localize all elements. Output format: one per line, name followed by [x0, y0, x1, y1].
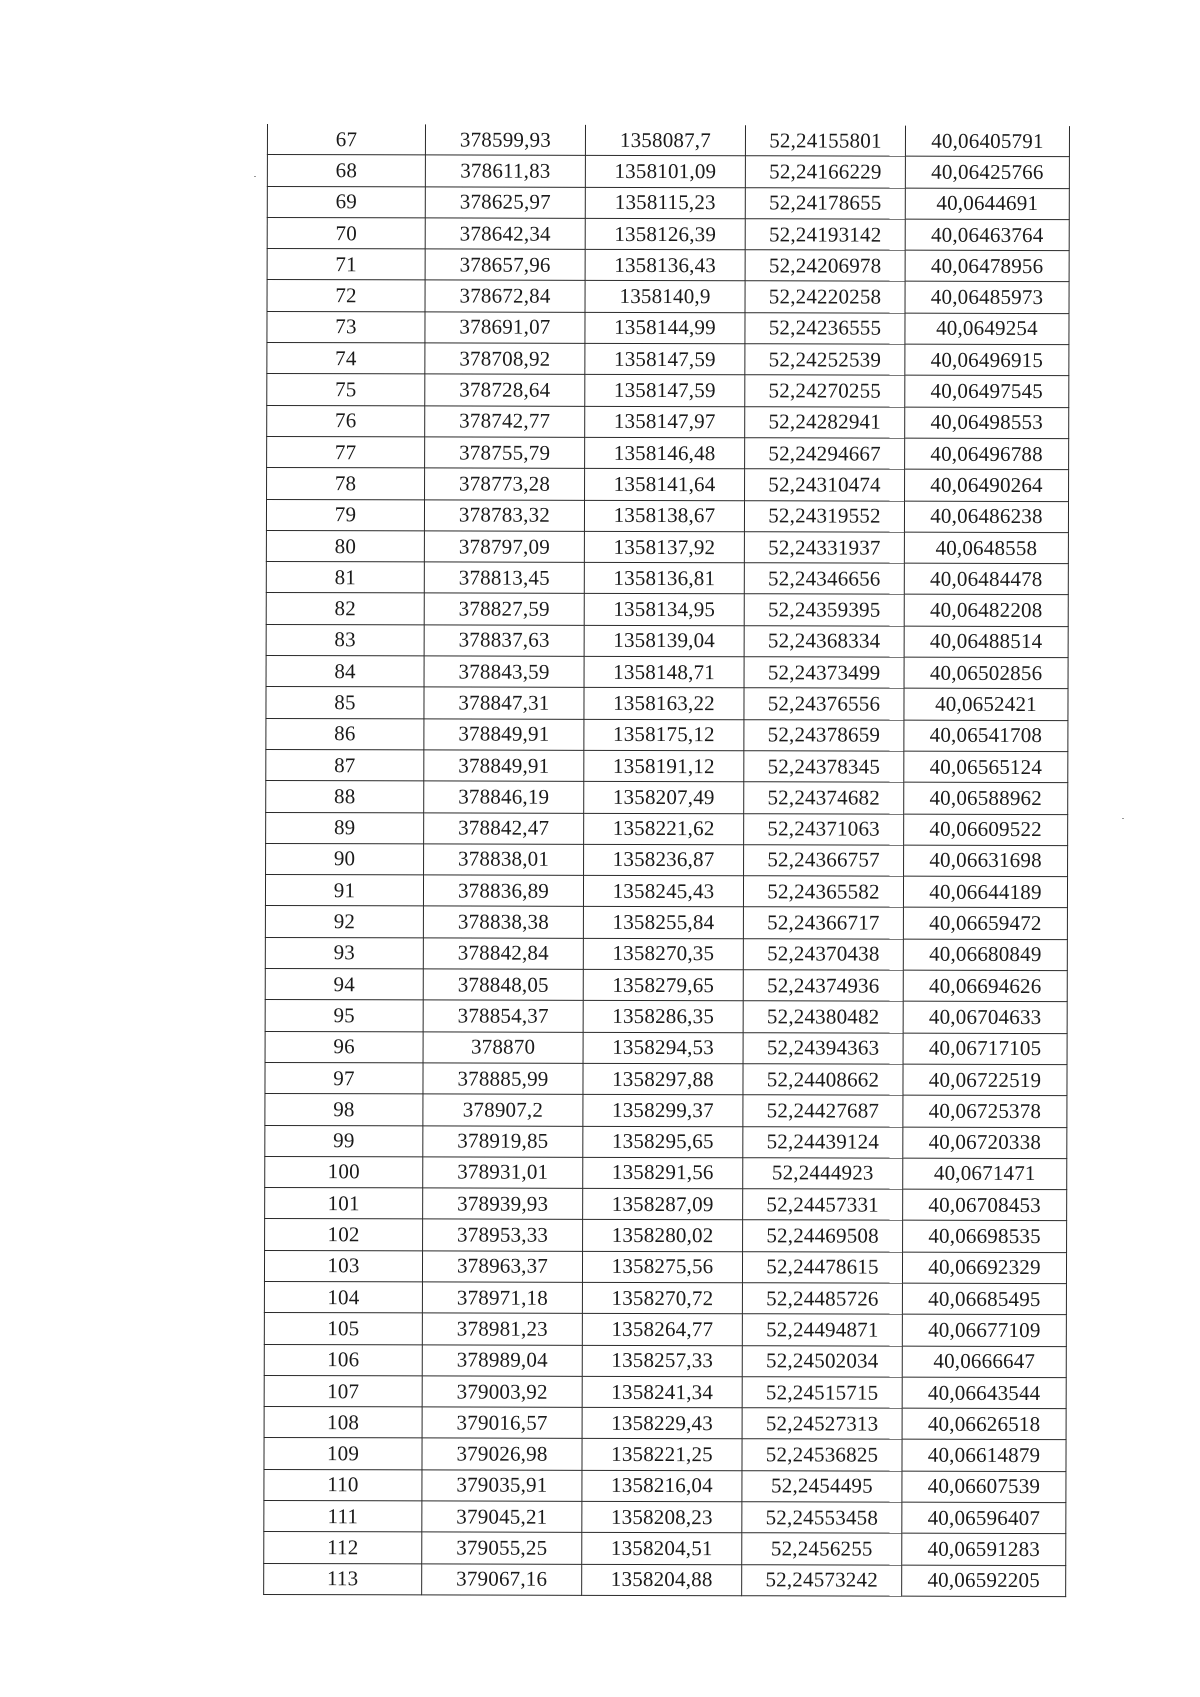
latitude-cell: 52,24374936: [743, 970, 903, 1002]
y-coordinate-cell: 1358140,9: [585, 281, 745, 313]
longitude-cell: 40,06496915: [905, 344, 1069, 376]
table-row: [267, 155, 1069, 188]
table-row: [264, 1313, 1066, 1346]
latitude-cell: 52,24485726: [742, 1283, 902, 1315]
x-coordinate-cell: 378849,91: [424, 750, 584, 782]
table-row: [265, 1000, 1067, 1033]
x-coordinate-cell: 378691,07: [425, 312, 585, 344]
point-number-cell: 96: [265, 1031, 423, 1063]
latitude-cell: 52,24365582: [743, 876, 903, 908]
longitude-cell: 40,0649254: [905, 313, 1069, 345]
table-row: [266, 530, 1068, 563]
x-coordinate-cell: 378611,83: [425, 155, 585, 187]
point-number-cell: 73: [267, 311, 425, 343]
point-number-cell: 72: [267, 280, 425, 312]
y-coordinate-cell: 1358146,48: [585, 437, 745, 469]
longitude-cell: 40,06478956: [905, 250, 1069, 282]
longitude-cell: 40,06677109: [902, 1314, 1066, 1346]
point-number-cell: 86: [266, 718, 424, 750]
longitude-cell: 40,06717105: [903, 1033, 1067, 1065]
y-coordinate-cell: 1358204,51: [582, 1533, 742, 1565]
latitude-cell: 52,24527313: [742, 1408, 902, 1440]
latitude-cell: 52,24206978: [745, 250, 905, 282]
latitude-cell: 52,24178655: [745, 187, 905, 219]
table-row: [264, 1281, 1066, 1314]
x-coordinate-cell: 379045,21: [422, 1501, 582, 1533]
x-coordinate-cell: 378842,84: [423, 938, 583, 970]
longitude-cell: 40,06644189: [903, 876, 1067, 908]
longitude-cell: 40,06680849: [903, 939, 1067, 971]
x-coordinate-cell: 378870: [423, 1032, 583, 1064]
x-coordinate-cell: 378773,28: [425, 468, 585, 500]
longitude-cell: 40,06485973: [905, 282, 1069, 314]
point-number-cell: 93: [265, 937, 423, 969]
table-row: [266, 781, 1068, 814]
point-number-cell: 69: [267, 186, 425, 218]
table-row: [266, 812, 1068, 845]
y-coordinate-cell: 1358175,12: [584, 719, 744, 751]
y-coordinate-cell: 1358295,65: [583, 1126, 743, 1158]
table-row: [265, 1094, 1067, 1127]
table-row: [266, 843, 1068, 876]
table-row: [265, 875, 1067, 908]
point-number-cell: 92: [265, 906, 423, 938]
latitude-cell: 52,24427687: [743, 1095, 903, 1127]
longitude-cell: 40,06592205: [902, 1565, 1066, 1597]
x-coordinate-cell: 378728,64: [425, 374, 585, 406]
latitude-cell: 52,24220258: [745, 281, 905, 313]
longitude-cell: 40,06631698: [904, 845, 1068, 877]
latitude-cell: 52,24310474: [745, 469, 905, 501]
latitude-cell: 52,24457331: [743, 1189, 903, 1221]
x-coordinate-cell: 378755,79: [425, 437, 585, 469]
latitude-cell: 52,24252539: [745, 344, 905, 376]
table-row: [265, 1188, 1067, 1221]
y-coordinate-cell: 1358286,35: [583, 1001, 743, 1033]
y-coordinate-cell: 1358148,71: [584, 656, 744, 688]
table-row: [267, 311, 1069, 344]
y-coordinate-cell: 1358147,59: [585, 343, 745, 375]
latitude-cell: 52,24536825: [742, 1439, 902, 1471]
table-row: [267, 186, 1069, 219]
y-coordinate-cell: 1358087,7: [585, 125, 745, 156]
x-coordinate-cell: 378919,85: [423, 1125, 583, 1157]
x-coordinate-cell: 378931,01: [423, 1157, 583, 1189]
x-coordinate-cell: 378939,93: [423, 1188, 583, 1220]
latitude-cell: 52,2444923: [743, 1158, 903, 1190]
latitude-cell: 52,24469508: [743, 1220, 903, 1252]
x-coordinate-cell: 378657,96: [425, 249, 585, 281]
table-row: [266, 718, 1068, 751]
x-coordinate-cell: 379003,92: [422, 1376, 582, 1408]
longitude-cell: 40,0671471: [903, 1158, 1067, 1190]
x-coordinate-cell: 378783,32: [424, 499, 584, 531]
latitude-cell: 52,24371063: [744, 813, 904, 845]
x-coordinate-cell: 378599,93: [425, 124, 585, 155]
longitude-cell: 40,06596407: [902, 1502, 1066, 1534]
point-number-cell: 68: [267, 155, 425, 187]
longitude-cell: 40,06497545: [905, 376, 1069, 408]
latitude-cell: 52,24366717: [743, 907, 903, 939]
point-number-cell: 67: [267, 124, 425, 155]
y-coordinate-cell: 1358163,22: [584, 688, 744, 720]
longitude-cell: 40,0666647: [902, 1346, 1066, 1378]
scan-speck: [1122, 818, 1124, 819]
y-coordinate-cell: 1358101,09: [585, 156, 745, 188]
point-number-cell: 102: [265, 1219, 423, 1251]
table-row: [267, 405, 1069, 438]
longitude-cell: 40,06720338: [903, 1127, 1067, 1159]
table-row: [267, 468, 1069, 501]
y-coordinate-cell: 1358275,56: [582, 1251, 742, 1283]
longitude-cell: 40,06486238: [904, 501, 1068, 533]
point-number-cell: 104: [264, 1281, 422, 1313]
table-row: [265, 1219, 1067, 1252]
latitude-cell: 52,24494871: [742, 1314, 902, 1346]
table-row: [265, 969, 1067, 1002]
point-number-cell: 78: [267, 468, 425, 500]
longitude-cell: 40,06490264: [905, 469, 1069, 501]
y-coordinate-cell: 1358221,25: [582, 1439, 742, 1471]
x-coordinate-cell: 378847,31: [424, 687, 584, 719]
latitude-cell: 52,24282941: [745, 406, 905, 438]
latitude-cell: 52,24478615: [742, 1251, 902, 1283]
point-number-cell: 107: [264, 1375, 422, 1407]
y-coordinate-cell: 1358236,87: [584, 844, 744, 876]
table-row: [267, 217, 1069, 250]
x-coordinate-cell: 379026,98: [422, 1438, 582, 1470]
latitude-cell: 52,24439124: [743, 1126, 903, 1158]
y-coordinate-cell: 1358115,23: [585, 187, 745, 219]
table-row: [266, 656, 1068, 689]
table-row: [265, 1031, 1067, 1064]
x-coordinate-cell: 378846,19: [424, 781, 584, 813]
y-coordinate-cell: 1358216,04: [582, 1470, 742, 1502]
table-row: [266, 593, 1068, 626]
longitude-cell: 40,06496788: [905, 438, 1069, 470]
y-coordinate-cell: 1358134,95: [584, 594, 744, 626]
y-coordinate-cell: 1358229,43: [582, 1408, 742, 1440]
x-coordinate-cell: 378827,59: [424, 593, 584, 625]
point-number-cell: 83: [266, 624, 424, 656]
x-coordinate-cell: 378907,2: [423, 1094, 583, 1126]
x-coordinate-cell: 378981,23: [422, 1313, 582, 1345]
x-coordinate-cell: 378843,59: [424, 656, 584, 688]
latitude-cell: 52,24359395: [744, 594, 904, 626]
longitude-cell: 40,0652421: [904, 689, 1068, 721]
y-coordinate-cell: 1358147,97: [585, 406, 745, 438]
latitude-cell: 52,2456255: [742, 1533, 902, 1565]
table-row: [266, 562, 1068, 595]
x-coordinate-cell: 378848,05: [423, 969, 583, 1001]
latitude-cell: 52,24368334: [744, 626, 904, 658]
x-coordinate-cell: 378849,91: [424, 719, 584, 751]
y-coordinate-cell: 1358294,53: [583, 1032, 743, 1064]
latitude-cell: 52,24376556: [744, 688, 904, 720]
y-coordinate-cell: 1358264,77: [582, 1314, 742, 1346]
table-row: [265, 1156, 1067, 1189]
x-coordinate-cell: 378842,47: [424, 812, 584, 844]
longitude-cell: 40,06607539: [902, 1471, 1066, 1503]
table-row: [267, 249, 1069, 282]
table-row: [266, 624, 1068, 657]
point-number-cell: 90: [266, 843, 424, 875]
table-row: [264, 1469, 1066, 1502]
table-row: [265, 906, 1067, 939]
y-coordinate-cell: 1358136,43: [585, 250, 745, 282]
x-coordinate-cell: 379067,16: [422, 1564, 582, 1596]
latitude-cell: 52,24378345: [744, 751, 904, 783]
longitude-cell: 40,0644691: [905, 188, 1069, 220]
point-number-cell: 84: [266, 656, 424, 688]
table-row: [266, 749, 1068, 782]
point-number-cell: 101: [265, 1188, 423, 1220]
longitude-cell: 40,06659472: [903, 908, 1067, 940]
point-number-cell: 81: [266, 562, 424, 594]
y-coordinate-cell: 1358221,62: [584, 813, 744, 845]
x-coordinate-cell: 378642,34: [425, 218, 585, 250]
longitude-cell: 40,06591283: [902, 1534, 1066, 1566]
y-coordinate-cell: 1358241,34: [582, 1376, 742, 1408]
table-row: [264, 1563, 1066, 1596]
latitude-cell: 52,24408662: [743, 1064, 903, 1096]
point-number-cell: 75: [267, 374, 425, 406]
latitude-cell: 52,24366757: [744, 845, 904, 877]
longitude-cell: 40,06692329: [902, 1252, 1066, 1284]
longitude-cell: 40,06704633: [903, 1001, 1067, 1033]
longitude-cell: 40,06694626: [903, 970, 1067, 1002]
table-row: [265, 1062, 1067, 1095]
y-coordinate-cell: 1358297,88: [583, 1063, 743, 1095]
latitude-cell: 52,24236555: [745, 313, 905, 345]
y-coordinate-cell: 1358270,35: [583, 938, 743, 970]
table-row: [266, 687, 1068, 720]
y-coordinate-cell: 1358299,37: [583, 1095, 743, 1127]
point-number-cell: 113: [264, 1563, 422, 1595]
table-row: [267, 343, 1069, 376]
point-number-cell: 80: [266, 530, 424, 562]
y-coordinate-cell: 1358270,72: [582, 1282, 742, 1314]
table-row: [264, 1250, 1066, 1283]
point-number-cell: 110: [264, 1469, 422, 1501]
point-number-cell: 74: [267, 343, 425, 375]
latitude-cell: 52,24270255: [745, 375, 905, 407]
point-number-cell: 95: [265, 1000, 423, 1032]
y-coordinate-cell: 1358141,64: [585, 469, 745, 501]
y-coordinate-cell: 1358287,09: [583, 1188, 743, 1220]
longitude-cell: 40,06588962: [904, 782, 1068, 814]
longitude-cell: 40,06482208: [904, 595, 1068, 627]
x-coordinate-cell: 378797,09: [424, 531, 584, 563]
latitude-cell: 52,24515715: [742, 1377, 902, 1409]
point-number-cell: 87: [266, 749, 424, 781]
x-coordinate-cell: 378854,37: [423, 1000, 583, 1032]
x-coordinate-cell: 378953,33: [423, 1219, 583, 1251]
longitude-cell: 40,06685495: [902, 1283, 1066, 1315]
table-row: [264, 1344, 1066, 1377]
y-coordinate-cell: 1358291,56: [583, 1157, 743, 1189]
coordinates-table-body: [264, 124, 1070, 1597]
longitude-cell: 40,06643544: [902, 1377, 1066, 1409]
x-coordinate-cell: 378742,77: [425, 406, 585, 438]
y-coordinate-cell: 1358204,88: [582, 1564, 742, 1596]
x-coordinate-cell: 378708,92: [425, 343, 585, 375]
table-row: [267, 374, 1069, 407]
table-row: [267, 280, 1069, 313]
point-number-cell: 112: [264, 1532, 422, 1564]
latitude-cell: 52,24346656: [744, 563, 904, 595]
x-coordinate-cell: 379016,57: [422, 1407, 582, 1439]
longitude-cell: 40,06708453: [903, 1189, 1067, 1221]
longitude-cell: 40,06614879: [902, 1440, 1066, 1472]
longitude-cell: 40,06541708: [904, 720, 1068, 752]
point-number-cell: 94: [265, 969, 423, 1001]
latitude-cell: 52,24331937: [744, 532, 904, 564]
x-coordinate-cell: 379055,25: [422, 1532, 582, 1564]
point-number-cell: 108: [264, 1407, 422, 1439]
latitude-cell: 52,2454495: [742, 1471, 902, 1503]
y-coordinate-cell: 1358191,12: [584, 750, 744, 782]
y-coordinate-cell: 1358257,33: [582, 1345, 742, 1377]
latitude-cell: 52,24166229: [745, 156, 905, 188]
y-coordinate-cell: 1358136,81: [584, 562, 744, 594]
point-number-cell: 100: [265, 1156, 423, 1188]
longitude-cell: 40,06463764: [905, 219, 1069, 251]
longitude-cell: 40,06626518: [902, 1408, 1066, 1440]
point-number-cell: 111: [264, 1501, 422, 1533]
x-coordinate-cell: 378813,45: [424, 562, 584, 594]
x-coordinate-cell: 378885,99: [423, 1063, 583, 1095]
longitude-cell: 40,06488514: [904, 626, 1068, 658]
longitude-cell: 40,06725378: [903, 1095, 1067, 1127]
table-row: [267, 124, 1069, 157]
point-number-cell: 82: [266, 593, 424, 625]
point-number-cell: 76: [267, 405, 425, 437]
x-coordinate-cell: 378837,63: [424, 625, 584, 657]
latitude-cell: 52,24502034: [742, 1345, 902, 1377]
x-coordinate-cell: 378971,18: [422, 1282, 582, 1314]
y-coordinate-cell: 1358137,92: [584, 531, 744, 563]
point-number-cell: 91: [265, 875, 423, 907]
table-row: [264, 1532, 1066, 1565]
point-number-cell: 97: [265, 1062, 423, 1094]
table-row: [264, 1438, 1066, 1471]
longitude-cell: 40,06565124: [904, 751, 1068, 783]
x-coordinate-cell: 378963,37: [422, 1251, 582, 1283]
latitude-cell: 52,24378659: [744, 719, 904, 751]
point-number-cell: 103: [264, 1250, 422, 1282]
y-coordinate-cell: 1358139,04: [584, 625, 744, 657]
longitude-cell: 40,06609522: [904, 814, 1068, 846]
point-number-cell: 98: [265, 1094, 423, 1126]
point-number-cell: 71: [267, 249, 425, 281]
longitude-cell: 40,06698535: [903, 1221, 1067, 1253]
latitude-cell: 52,24374682: [744, 782, 904, 814]
y-coordinate-cell: 1358208,23: [582, 1501, 742, 1533]
latitude-cell: 52,24319552: [744, 500, 904, 532]
point-number-cell: 99: [265, 1125, 423, 1157]
latitude-cell: 52,24380482: [743, 1001, 903, 1033]
table-row: [264, 1501, 1066, 1534]
point-number-cell: 79: [266, 499, 424, 531]
point-number-cell: 89: [266, 812, 424, 844]
latitude-cell: 52,24155801: [745, 125, 905, 156]
latitude-cell: 52,24573242: [742, 1564, 902, 1596]
longitude-cell: 40,06484478: [904, 563, 1068, 595]
table-row: [264, 1407, 1066, 1440]
x-coordinate-cell: 378836,89: [423, 875, 583, 907]
y-coordinate-cell: 1358126,39: [585, 218, 745, 250]
y-coordinate-cell: 1358255,84: [583, 907, 743, 939]
latitude-cell: 52,24294667: [745, 438, 905, 470]
table-row: [265, 937, 1067, 970]
point-number-cell: 106: [264, 1344, 422, 1376]
y-coordinate-cell: 1358147,59: [585, 375, 745, 407]
x-coordinate-cell: 378838,38: [423, 906, 583, 938]
y-coordinate-cell: 1358138,67: [584, 500, 744, 532]
y-coordinate-cell: 1358144,99: [585, 312, 745, 344]
x-coordinate-cell: 378625,97: [425, 187, 585, 219]
x-coordinate-cell: 379035,91: [422, 1470, 582, 1502]
scan-speck: [254, 176, 256, 177]
point-number-cell: 88: [266, 781, 424, 813]
longitude-cell: 40,06722519: [903, 1064, 1067, 1096]
point-number-cell: 77: [267, 436, 425, 468]
longitude-cell: 40,06502856: [904, 657, 1068, 689]
longitude-cell: 40,0648558: [904, 532, 1068, 564]
longitude-cell: 40,06498553: [905, 407, 1069, 439]
y-coordinate-cell: 1358280,02: [583, 1220, 743, 1252]
latitude-cell: 52,24373499: [744, 657, 904, 689]
table-row: [267, 436, 1069, 469]
longitude-cell: 40,06425766: [905, 156, 1069, 188]
table-row: [266, 499, 1068, 532]
y-coordinate-cell: 1358245,43: [583, 875, 743, 907]
latitude-cell: 52,24193142: [745, 219, 905, 251]
y-coordinate-cell: 1358279,65: [583, 969, 743, 1001]
x-coordinate-cell: 378989,04: [422, 1344, 582, 1376]
latitude-cell: 52,24370438: [743, 938, 903, 970]
x-coordinate-cell: 378838,01: [424, 844, 584, 876]
point-number-cell: 85: [266, 687, 424, 719]
latitude-cell: 52,24553458: [742, 1502, 902, 1534]
point-number-cell: 105: [264, 1313, 422, 1345]
coordinates-table: [263, 124, 1070, 1597]
latitude-cell: 52,24394363: [743, 1032, 903, 1064]
table-row: [265, 1125, 1067, 1158]
table-row: [264, 1375, 1066, 1408]
point-number-cell: 70: [267, 217, 425, 249]
x-coordinate-cell: 378672,84: [425, 280, 585, 312]
longitude-cell: 40,06405791: [905, 126, 1069, 157]
y-coordinate-cell: 1358207,49: [584, 782, 744, 814]
point-number-cell: 109: [264, 1438, 422, 1470]
